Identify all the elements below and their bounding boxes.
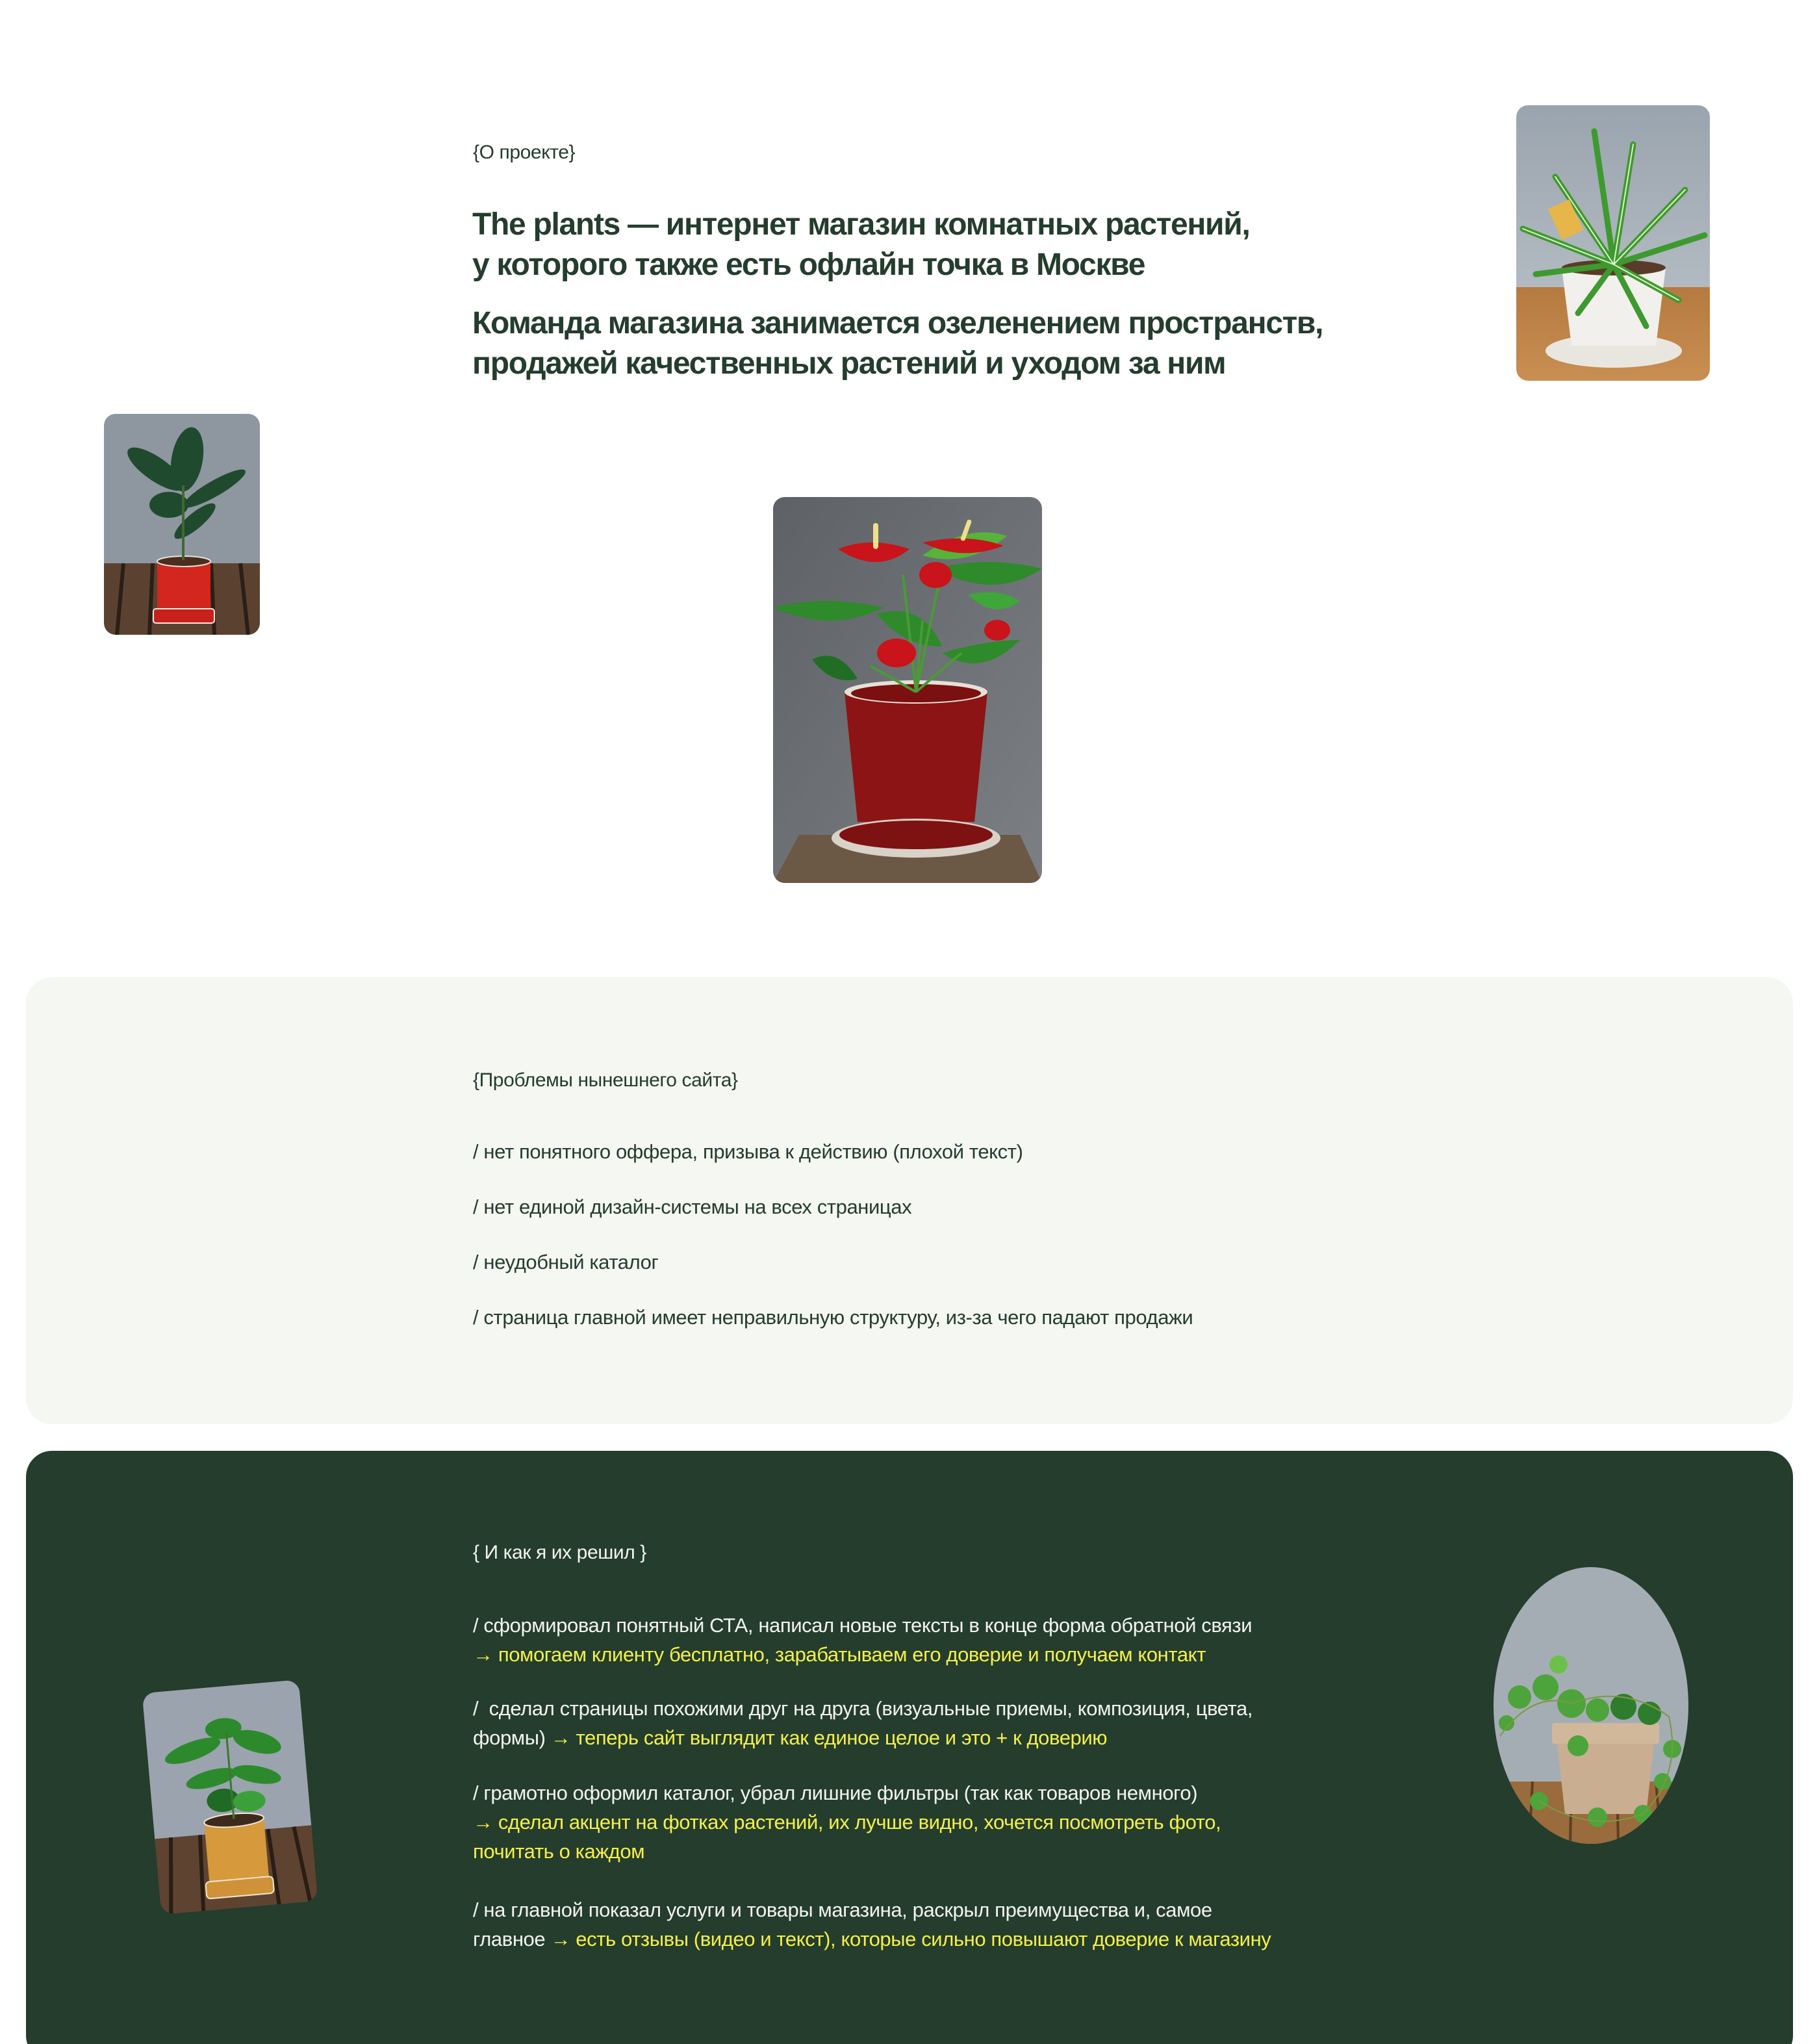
solution-accent: → сделал акцент на фотках растений, их лучше видно, хочется посмотреть фото, — [473, 1811, 1221, 1833]
solution-text: / на главной показал услуги и товары магазина, раскрыл преимущества и, самое — [473, 1898, 1212, 1921]
solution-line — [473, 1697, 1253, 1720]
problems-label: {Проблемы нынешнего сайта} — [473, 1069, 738, 1091]
problem-item: / страница главной имеет неправильную структуру, из-за чего падают продажи — [473, 1306, 1193, 1329]
rubber-plant-photo — [104, 414, 260, 635]
solution-line — [473, 1811, 1221, 1834]
coffee-plant-photo — [142, 1680, 318, 1915]
solution-accent: → есть отзывы (видео и текст), которые сильно повышают доверие к магазину — [550, 1928, 1271, 1950]
problem-item: / нет понятного оффера, призыва к действию (плохой текст) — [473, 1140, 1023, 1163]
solution-text: / сделал страницы похожими друг на друга (визуальные приемы, композиция, цвета, — [473, 1697, 1253, 1720]
solution-line — [473, 1928, 1271, 1951]
ivy-plant-photo — [1494, 1567, 1688, 1844]
about-team-line-1: Команда магазина занимается озеленением пространств, — [472, 306, 1323, 340]
about-label: {О проекте} — [473, 142, 576, 163]
solution-line — [473, 1643, 1206, 1667]
about-lead-line-1: The plants — интернет магазин комнатных растений, — [472, 207, 1250, 242]
solution-line — [473, 1614, 1252, 1637]
solution-text: / сформировал понятный СТА, написал новые тексты в конце форма обратной связи — [473, 1614, 1253, 1637]
solution-text: / грамотно оформил каталог, убрал лишние фильтры (так как товаров немного) — [473, 1782, 1198, 1804]
problem-item: / неудобный каталог — [473, 1251, 659, 1273]
solution-line — [473, 1898, 1212, 1922]
solution-line — [473, 1840, 644, 1863]
about-team-line-2: продажей качественных растений и уходом за ним — [472, 346, 1226, 381]
solution-accent: → помогаем клиенту бесплатно, зарабатываем его доверие и получаем контакт — [473, 1643, 1206, 1666]
solution-accent: почитать о каждом — [473, 1840, 645, 1863]
anthurium-photo — [773, 497, 1042, 883]
solution-text: формы) — [473, 1726, 551, 1749]
solution-line — [473, 1726, 1107, 1750]
solutions-label: { И как я их решил } — [473, 1542, 646, 1563]
solution-text: главное — [473, 1928, 551, 1950]
about-lead-line-2: у которого также есть офлайн точка в Москве — [472, 248, 1145, 282]
solution-line — [473, 1782, 1197, 1805]
problem-item: / нет единой дизайн-системы на всех страницах — [473, 1195, 912, 1218]
spider-plant-photo — [1516, 105, 1710, 381]
solution-accent: → теперь сайт выглядит как единое целое и это + к доверию — [550, 1726, 1108, 1749]
